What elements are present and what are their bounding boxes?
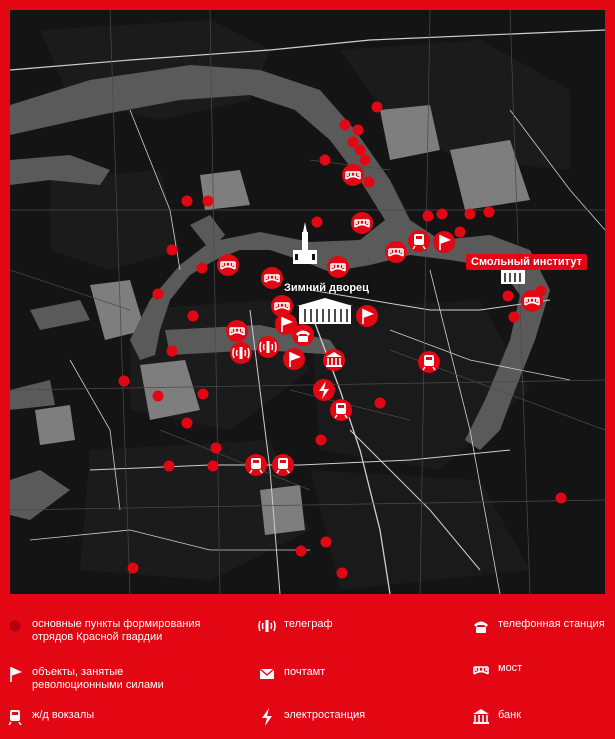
legend-item-occupied bbox=[6, 666, 164, 692]
legend bbox=[0, 598, 615, 739]
legend-item-telegraph bbox=[258, 618, 333, 634]
legend-label: мост bbox=[498, 662, 523, 674]
telephone-icon bbox=[472, 618, 490, 634]
telephone-station-marker bbox=[292, 324, 314, 346]
lightning-icon bbox=[258, 709, 276, 725]
legend-label: банк bbox=[498, 709, 522, 721]
flag-icon bbox=[6, 666, 24, 682]
legend-item-bank bbox=[472, 709, 521, 725]
bridge-icon bbox=[472, 662, 490, 678]
train-icon bbox=[6, 709, 24, 725]
legend-item-bridge bbox=[472, 662, 522, 678]
legend-item-train-station bbox=[6, 709, 94, 725]
legend-label: основные пункты формирования отрядов Красной гвардии bbox=[32, 618, 201, 643]
legend-item-power-station bbox=[258, 709, 365, 725]
winter-palace-label: Зимний дворец bbox=[284, 282, 369, 294]
legend-label: ж/д вокзалы bbox=[32, 709, 95, 721]
legend-label: почтамт bbox=[284, 666, 326, 678]
bank-marker bbox=[323, 349, 345, 371]
red-dot-icon bbox=[6, 618, 24, 634]
city-map bbox=[10, 10, 605, 594]
bank-icon bbox=[472, 709, 490, 725]
legend-label: телефонная станция bbox=[498, 618, 605, 630]
map-canvas bbox=[10, 10, 605, 594]
legend-label: телеграф bbox=[284, 618, 333, 630]
legend-label: объекты, занятые революционными силами bbox=[32, 666, 164, 691]
power-station-marker bbox=[313, 379, 335, 401]
smolny-label: Смольный институт bbox=[466, 254, 587, 270]
legend-item-red-guard bbox=[6, 618, 201, 644]
envelope-icon bbox=[258, 666, 276, 682]
legend-item-post-office bbox=[258, 666, 325, 682]
legend-label: электростанция bbox=[284, 709, 366, 721]
telegraph-icon bbox=[258, 618, 276, 634]
legend-item-telephone bbox=[472, 618, 605, 634]
